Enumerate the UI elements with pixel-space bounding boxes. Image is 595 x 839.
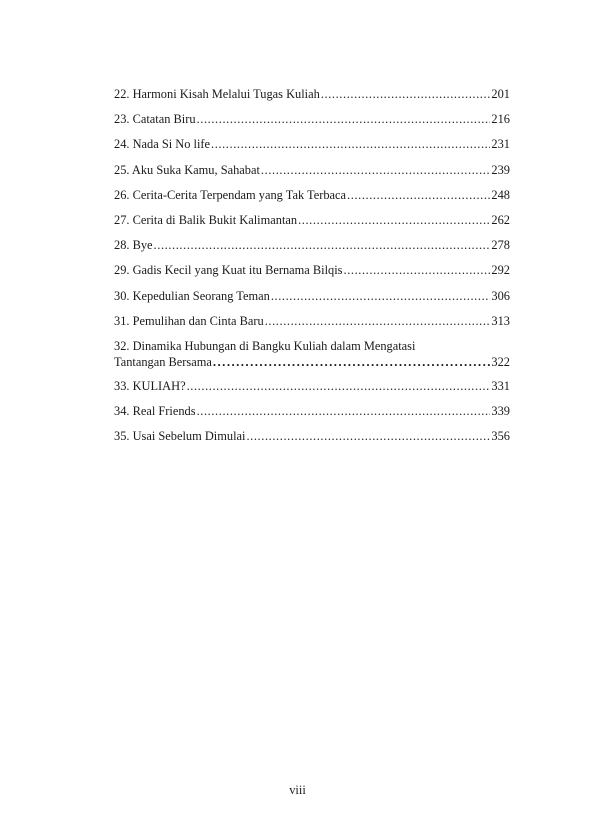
toc-entry[interactable] (114, 187, 510, 203)
toc-entry-title-line2: Tantangan Bersama (114, 354, 212, 369)
toc-leader-dots (344, 262, 491, 278)
toc-entry-title-continuation (114, 354, 510, 370)
toc-leader-dots (213, 354, 491, 370)
toc-entry-page: 216 (491, 112, 510, 127)
toc-entry-title: 32. Dinamika Hubungan di Bangku Kuliah dalam Mengatasi (114, 338, 416, 353)
toc-leader-dots (187, 378, 491, 394)
toc-entry-title: 26. Cerita-Cerita Terpendam yang Tak Terbaca (114, 187, 347, 202)
toc-entry-title: 30. Kepedulian Seorang Teman (114, 288, 270, 303)
toc-entry-title: 31. Pemulihan dan Cinta Baru (114, 313, 264, 328)
toc-entry-title: 25. Aku Suka Kamu, Sahabat (114, 162, 260, 177)
toc-entry[interactable] (114, 111, 510, 127)
toc-entry[interactable] (114, 338, 510, 370)
toc-entry-title: 27. Cerita di Balik Bukit Kalimantan (114, 212, 298, 227)
toc-entry-page: 262 (491, 212, 510, 227)
toc-leader-dots (154, 237, 491, 253)
toc-entry[interactable] (114, 262, 510, 278)
toc-entry-page: 339 (491, 404, 510, 419)
toc-entry-title: 28. Bye (114, 238, 153, 253)
toc-leader-dots (197, 403, 491, 419)
toc-entry[interactable] (114, 428, 510, 444)
page-number: viii (289, 783, 306, 797)
toc-leader-dots (265, 313, 491, 329)
toc-entry-title: 23. Catatan Biru (114, 112, 196, 127)
toc-entry[interactable] (114, 288, 510, 304)
toc-entry-page: 322 (491, 354, 510, 369)
toc-entry-title: 29. Gadis Kecil yang Kuat itu Bernama Bilqis (114, 263, 343, 278)
toc-entry[interactable] (114, 212, 510, 228)
toc-entry[interactable] (114, 403, 510, 419)
toc-entry[interactable] (114, 162, 510, 178)
toc-entry-title: 35. Usai Sebelum Dimulai (114, 429, 246, 444)
toc-leader-dots (298, 212, 490, 228)
toc-leader-dots (246, 428, 490, 444)
toc-leader-dots (261, 162, 490, 178)
toc-entry-title: 34. Real Friends (114, 404, 196, 419)
toc-entry-page: 201 (491, 87, 510, 101)
toc-leader-dots (347, 187, 490, 203)
toc-entry[interactable] (114, 313, 510, 329)
toc-entry-title: 22. Harmoni Kisah Melalui Tugas Kuliah (114, 87, 320, 101)
toc-entry-page: 278 (491, 238, 510, 253)
toc-entry[interactable] (114, 136, 510, 152)
toc-entry-title: 24. Nada Si No life (114, 137, 211, 152)
toc-entry-page: 306 (491, 288, 510, 303)
toc-leader-dots (211, 136, 490, 152)
toc-leader-dots (197, 111, 491, 127)
toc-entry-page: 292 (491, 263, 510, 278)
toc-entry-title: 33. KULIAH? (114, 378, 186, 393)
toc-leader-dots (271, 288, 491, 304)
toc-entry-page: 248 (491, 187, 510, 202)
toc-entry-page: 313 (491, 313, 510, 328)
toc-entry-page: 239 (491, 162, 510, 177)
toc-entry-page: 231 (491, 137, 510, 152)
toc-entry[interactable] (114, 237, 510, 253)
toc-entry[interactable] (114, 86, 510, 102)
table-of-contents (114, 86, 510, 453)
toc-entry-page: 331 (491, 378, 510, 393)
toc-entry[interactable] (114, 378, 510, 394)
toc-entry-page: 356 (491, 429, 510, 444)
toc-leader-dots (321, 86, 491, 102)
